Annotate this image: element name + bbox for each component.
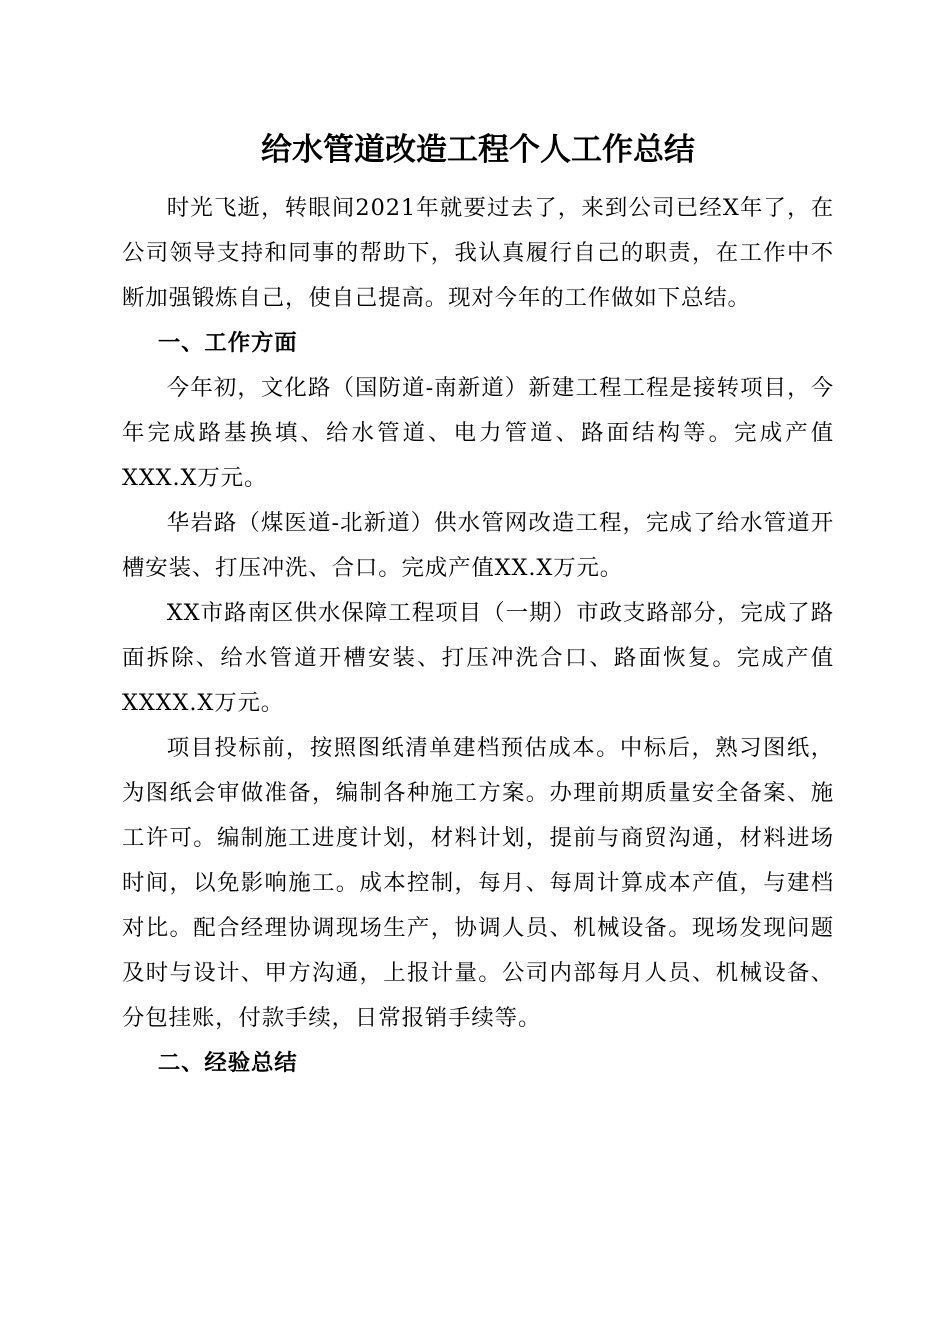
document-title: 给水管道改造工程个人工作总结 bbox=[261, 132, 695, 168]
document-page bbox=[122, 128, 834, 1086]
paragraph-lunan-district: XX市路南区供水保障工程项目（一期）市政支路部分，完成了路面拆除、给水管道开槽安装、打压冲洗合口、路面恢复。完成产值XXXX.X万元。 bbox=[122, 600, 834, 716]
intro-paragraph: 时光飞逝，转眼间2021年就要过去了，来到公司已经X年了，在公司领导支持和同事的帮助下，我认真履行自己的职责，在工作中不断加强锻炼自己，使自己提高。现对今年的工作做如下总结。 bbox=[122, 195, 834, 311]
section-heading-experience: 二、经验总结 bbox=[157, 1050, 298, 1076]
paragraph-project-management: 项目投标前，按照图纸清单建档预估成本。中标后，熟习图纸，为图纸会审做准备，编制各种施工方案。办理前期质量安全备案、施工许可。编制施工进度计划，材料计划，提前与商贸沟通，材料进场时间，以免影响施工。成本控制，每月、每周计算成本产值，与建档对比。配合经理协调现场生产，协调人员、机械设备。现场发现问题及时与设计、甲方沟通，上报计量。公司内部每月人员、机械设备、分包挂账，付款手续，日常报销手续等。 bbox=[122, 735, 834, 1031]
paragraph-huayan-road: 华岩路（煤医道-北新道）供水管网改造工程，完成了给水管道开槽安装、打压冲洗、合口。完成产值XX.X万元。 bbox=[122, 510, 834, 581]
section-heading-work: 一、工作方面 bbox=[157, 330, 298, 356]
paragraph-wenhua-road: 今年初，文化路（国防道-南新道）新建工程工程是接转项目，今年完成路基换填、给水管道、电力管道、路面结构等。完成产值XXX.X万元。 bbox=[122, 375, 834, 491]
